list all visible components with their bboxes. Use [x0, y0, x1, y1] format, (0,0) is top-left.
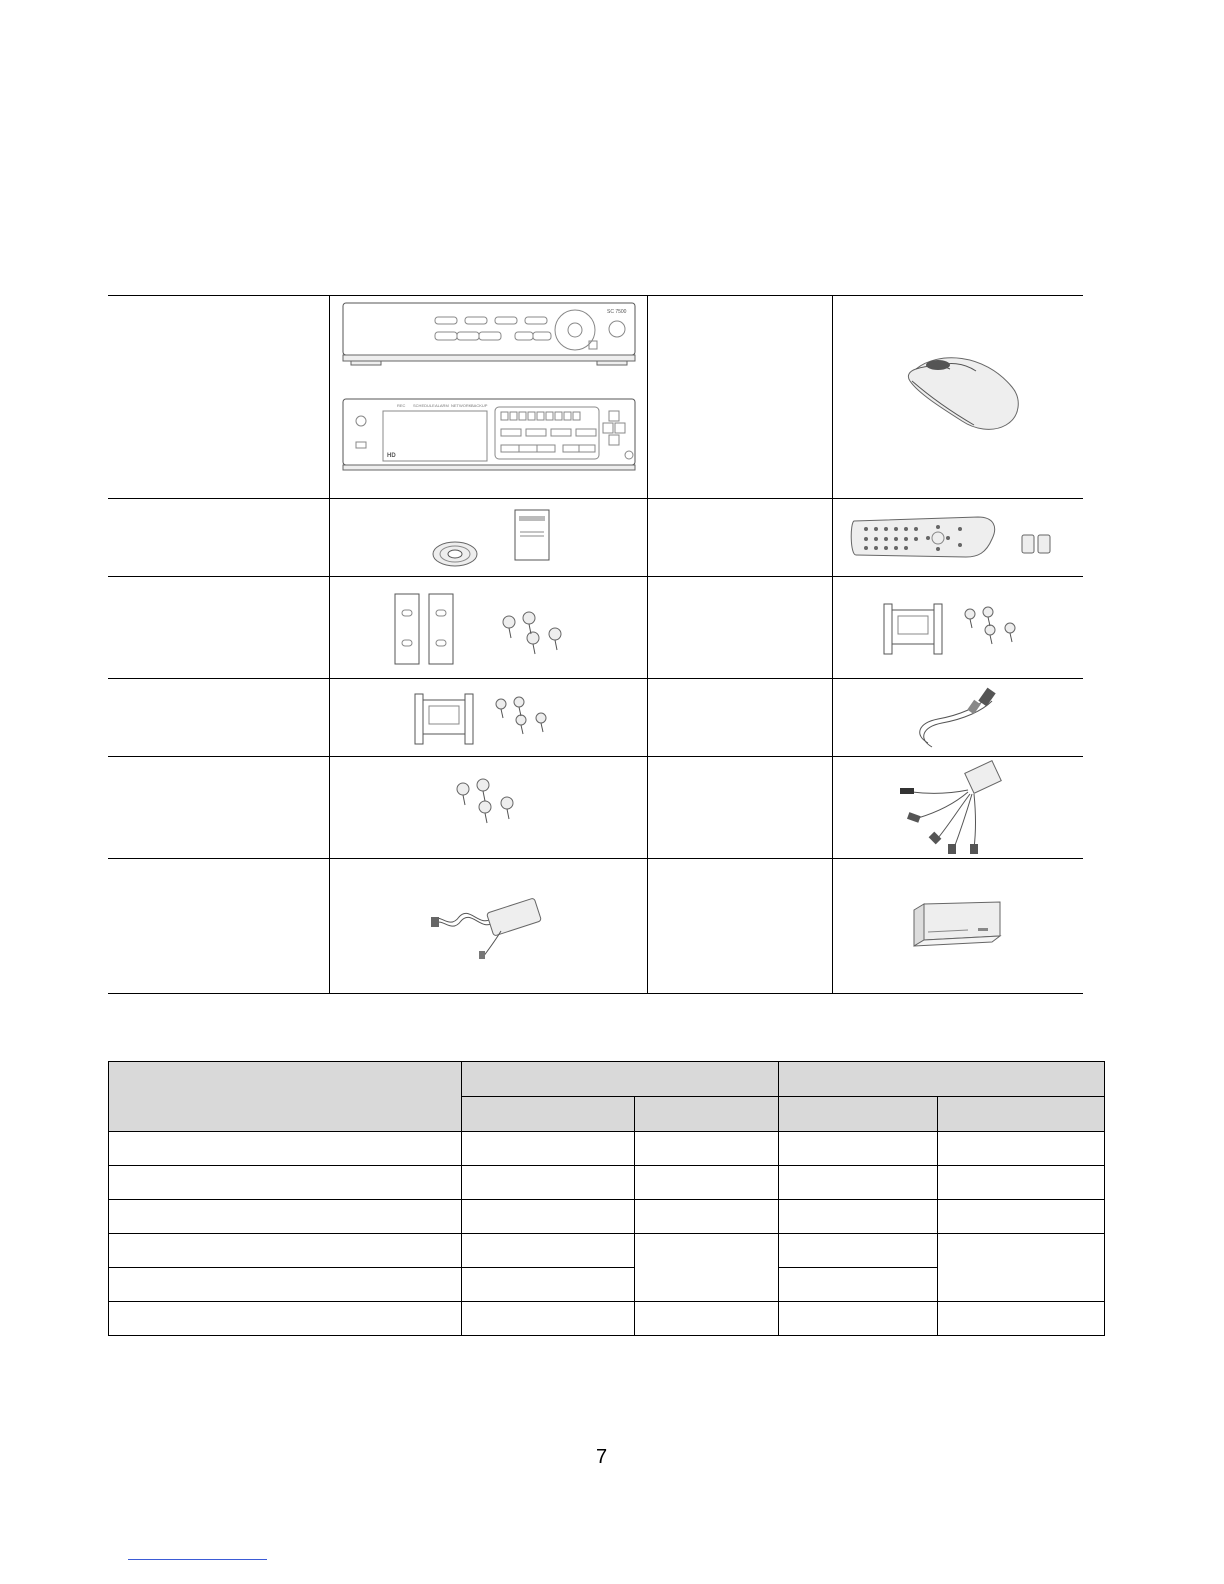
accessory-image-cell	[833, 296, 1084, 499]
table-cell	[109, 1268, 462, 1302]
accessory-label-cell	[648, 296, 833, 499]
table-cell	[779, 1268, 938, 1302]
table-header-cell	[635, 1097, 779, 1132]
accessory-row	[108, 296, 1083, 499]
table-cell	[635, 1200, 779, 1234]
footer-rule	[128, 1559, 267, 1560]
power-adapter-icon	[429, 891, 549, 961]
accessory-label-cell	[108, 577, 330, 679]
accessory-label-cell	[648, 859, 833, 994]
table-header-cell	[938, 1097, 1105, 1132]
table-cell	[109, 1234, 462, 1268]
table-header-cell	[462, 1062, 779, 1097]
table-cell	[635, 1302, 779, 1336]
accessory-label-cell	[648, 499, 833, 577]
table-row	[109, 1234, 1105, 1268]
table-cell	[109, 1302, 462, 1336]
rack-bracket-icon	[389, 588, 589, 668]
dvr-front-panel-icon	[339, 299, 639, 495]
table-header-cell	[779, 1097, 938, 1132]
svg-text:ALARM: ALARM	[434, 403, 449, 408]
table-cell	[109, 1132, 462, 1166]
accessory-row	[108, 577, 1083, 679]
table-cell	[635, 1132, 779, 1166]
table-header-cell	[109, 1062, 462, 1132]
table-cell	[462, 1200, 635, 1234]
accessory-label-cell	[108, 296, 330, 499]
svg-text:SC 7500: SC 7500	[606, 309, 626, 315]
accessory-image-cell	[833, 757, 1084, 859]
table-cell	[779, 1132, 938, 1166]
bnc-cable-icon	[898, 760, 1018, 856]
table-cell	[462, 1302, 635, 1336]
table-cell	[462, 1268, 635, 1302]
table-row	[109, 1166, 1105, 1200]
accessory-row	[108, 499, 1083, 577]
accessory-image-cell	[330, 499, 648, 577]
cable-icon	[908, 683, 1008, 753]
accessory-image-cell	[833, 679, 1084, 757]
table-cell	[779, 1200, 938, 1234]
screws-icon	[449, 773, 529, 843]
table-row	[109, 1200, 1105, 1234]
accessory-row	[108, 757, 1083, 859]
table-row	[109, 1132, 1105, 1166]
accessory-image-cell	[833, 859, 1084, 994]
hdd-bracket-screws-icon	[409, 688, 569, 748]
table-cell	[462, 1132, 635, 1166]
accessory-image-cell	[330, 679, 648, 757]
accessory-label-cell	[108, 679, 330, 757]
accessory-row	[108, 859, 1083, 994]
cd-and-manual-icon	[419, 506, 559, 570]
table-cell	[938, 1200, 1105, 1234]
table-header-row	[109, 1062, 1105, 1097]
table-cell	[938, 1302, 1105, 1336]
page-number: 7	[596, 1446, 608, 1468]
table-cell	[779, 1234, 938, 1268]
table-cell	[938, 1166, 1105, 1200]
table-cell	[779, 1166, 938, 1200]
accessory-image-cell	[330, 757, 648, 859]
accessory-label-cell	[648, 577, 833, 679]
table-cell	[635, 1166, 779, 1200]
accessory-label-cell	[108, 859, 330, 994]
svg-text:NETWORK: NETWORK	[450, 403, 471, 408]
table-cell-merged	[635, 1234, 779, 1302]
table-cell	[462, 1234, 635, 1268]
mouse-icon	[888, 347, 1028, 447]
accessory-image-cell	[330, 859, 648, 994]
accessories-table	[108, 295, 1083, 994]
table-header-cell	[462, 1097, 635, 1132]
hdd-bracket-icon	[878, 598, 1038, 658]
table-row	[109, 1302, 1105, 1336]
accessory-label-cell	[648, 679, 833, 757]
table-cell	[462, 1166, 635, 1200]
accessory-image-cell	[330, 577, 648, 679]
table-cell	[779, 1302, 938, 1336]
svg-text:REC: REC	[396, 403, 405, 408]
table-cell	[938, 1132, 1105, 1166]
accessory-image-cell	[833, 499, 1084, 577]
accessory-label-cell	[648, 757, 833, 859]
accessory-image-cell	[330, 296, 648, 499]
accessory-row	[108, 679, 1083, 757]
table-header-cell	[779, 1062, 1105, 1097]
table-cell	[109, 1200, 462, 1234]
accessory-label-cell	[108, 499, 330, 577]
table-cell	[109, 1166, 462, 1200]
svg-text:HD: HD	[386, 453, 396, 459]
svg-text:BACKUP: BACKUP	[470, 403, 487, 408]
dvd-drive-icon	[908, 896, 1008, 956]
accessory-image-cell	[833, 577, 1084, 679]
comparison-table	[108, 1061, 1105, 1336]
svg-text:SCHEDULE: SCHEDULE	[412, 403, 435, 408]
accessory-label-cell	[108, 757, 330, 859]
table-cell-merged	[938, 1234, 1105, 1302]
remote-control-icon	[848, 513, 1068, 563]
